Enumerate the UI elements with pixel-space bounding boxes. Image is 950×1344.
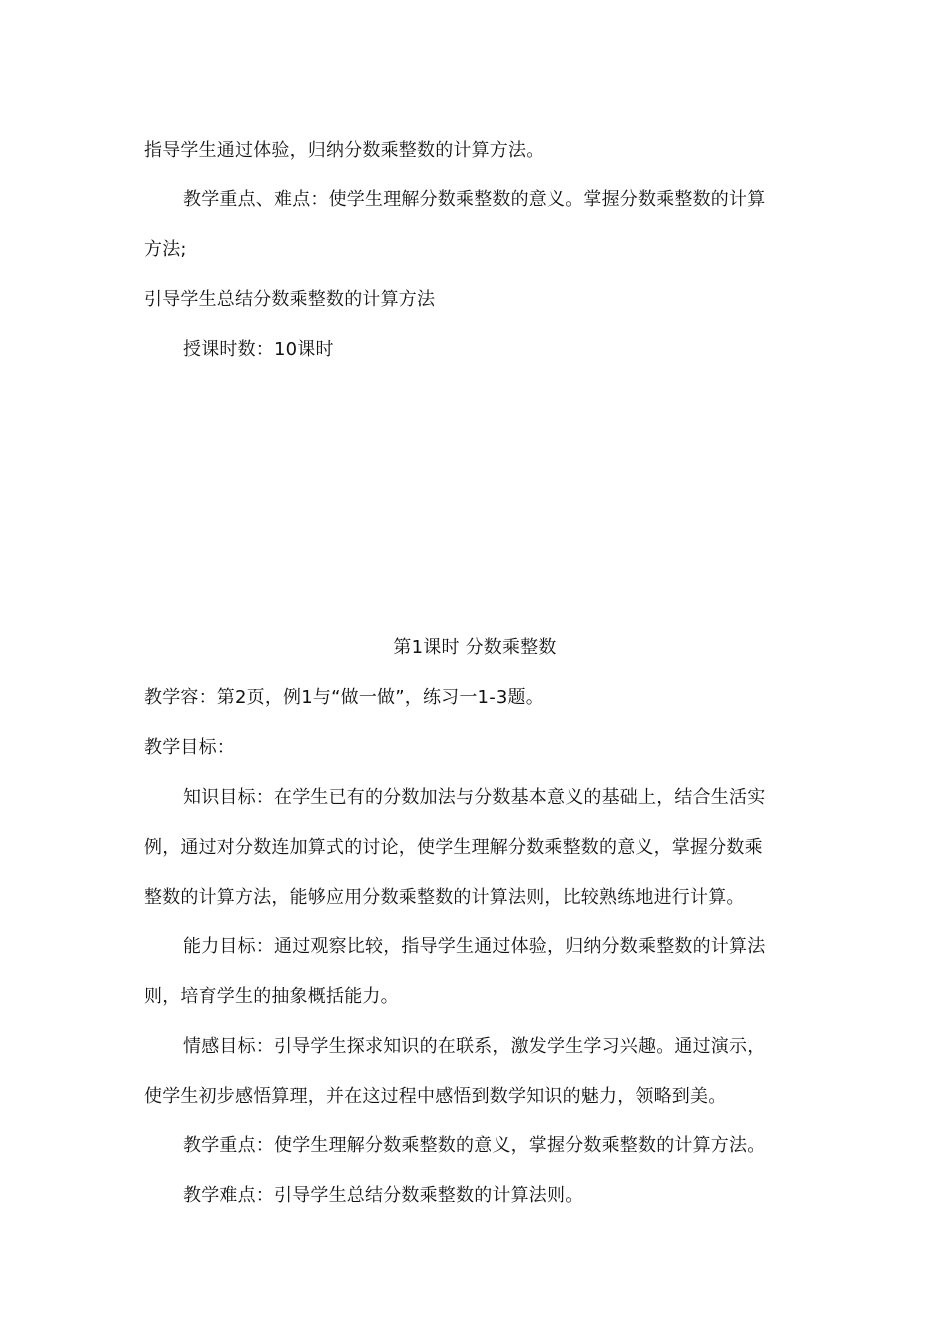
knowledge-objective-line-3: 整数的计算方法，能够应用分数乘整数的计算法则，比较熟练地进行计算。: [144, 887, 745, 908]
key-points-line-1: 教学重点、难点：使学生理解分数乘整数的意义。掌握分数乘整数的计算: [183, 189, 766, 210]
text-line-guide: 引导学生总结分数乘整数的计算方法: [144, 289, 436, 310]
text-line-method: 指导学生通过体验，归纳分数乘整数的计算方法。: [144, 140, 545, 161]
ability-objective-line-1: 能力目标：通过观察比较，指导学生通过体验，归纳分数乘整数的计算法: [183, 936, 766, 957]
knowledge-objective-line-1: 知识目标：在学生已有的分数加法与分数基本意义的基础上，结合生活实: [183, 787, 766, 808]
key-points-line-2: 方法;: [144, 239, 187, 260]
key-point: 教学重点：使学生理解分数乘整数的意义，掌握分数乘整数的计算方法。: [183, 1135, 766, 1156]
emotion-objective-line-2: 使学生初步感悟算理，并在这过程中感悟到数学知识的魅力，领略到美。: [144, 1086, 727, 1107]
lesson-title: 第1课时 分数乘整数: [393, 637, 557, 658]
difficulty-point: 教学难点：引导学生总结分数乘整数的计算法则。: [183, 1185, 584, 1206]
objectives-label: 教学目标：: [144, 737, 235, 758]
ability-objective-line-2: 则，培育学生的抽象概括能力。: [144, 986, 399, 1007]
emotion-objective-line-1: 情感目标：引导学生探求知识的在联系，激发学生学习兴趣。通过演示，: [183, 1036, 766, 1057]
lesson-content: 教学容：第2页，例1与“做一做”，练习一1-3题。: [144, 687, 544, 708]
teaching-hours: 授课时数：10课时: [183, 339, 334, 360]
knowledge-objective-line-2: 例，通过对分数连加算式的讨论，使学生理解分数乘整数的意义，掌握分数乘: [144, 837, 763, 858]
